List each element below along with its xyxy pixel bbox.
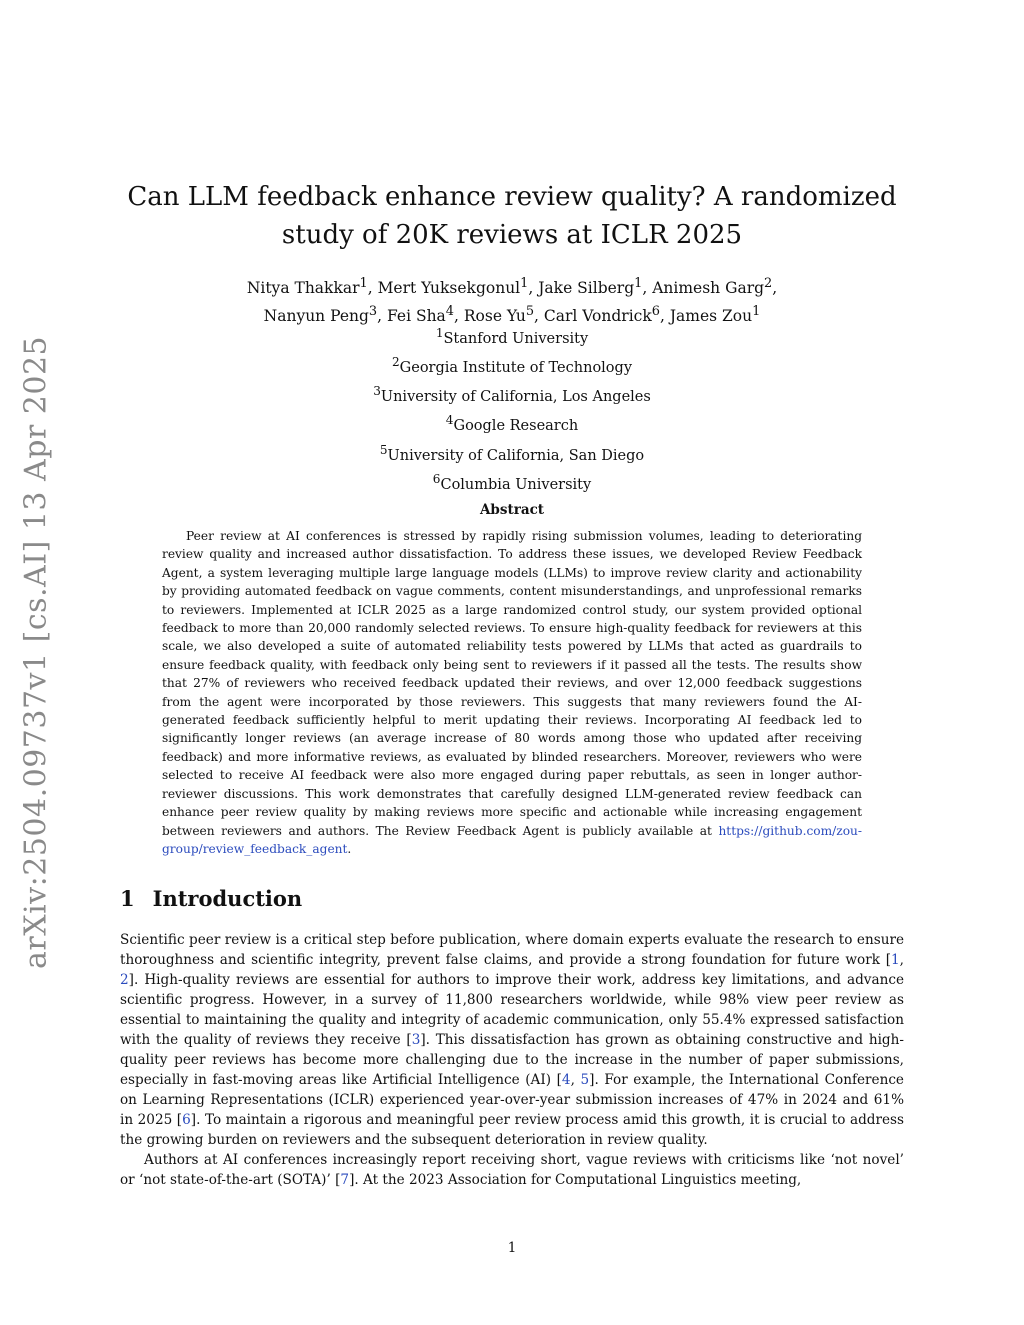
paragraph-text: ]. At the 2023 Association for Computational Linguistics meeting, [349,1172,802,1188]
author-name: Fei Sha [386,307,446,326]
affiliation-name: Georgia Institute of Technology [399,359,633,376]
intro-paragraph-2 [120,1150,904,1190]
abstract-end: . [347,841,352,856]
affiliation-item [300,351,724,380]
introduction-body [120,930,904,1190]
citation-link[interactable]: 5 [580,1072,590,1088]
author-separator: , [377,307,387,326]
citation-link[interactable]: 1 [891,952,900,968]
paragraph-text: , [570,1072,581,1088]
affiliation-marker: 6 [651,304,660,320]
author-separator: , [659,307,670,326]
affiliation-marker: 4 [445,413,454,428]
author-name: Jake Silberg [538,279,635,298]
author-separator: , [772,279,778,298]
affiliation-marker: 4 [445,304,455,320]
citation-link[interactable]: 2 [120,972,129,988]
section-number: 1 [120,886,135,911]
author-name: Nitya Thakkar [246,279,360,298]
author-line-1 [150,272,874,300]
citation-link[interactable]: 3 [411,1032,421,1048]
author-separator: , [528,279,539,298]
arxiv-identifier: arXiv:2504.09737v1 [cs.AI] 13 Apr 2025 [18,335,54,970]
affiliation-marker: 5 [525,304,535,320]
affiliation-marker: 1 [634,276,643,291]
affiliation-name: University of California, San Diego [387,447,645,464]
paper-title: Can LLM feedback enhance review quality? A randomized study of 20K reviews at ICLR 2025 [127,182,897,250]
paragraph-text: ]. To maintain a rigorous and meaningful peer review process amid this growth, it is crucial to address the growing burden on reviewers and the subsequent deterioration in review quality. [120,1112,904,1148]
paragraph-text: , [899,952,904,968]
paragraph-text: Authors at AI conferences increasingly report receiving short, vague reviews with criticisms like ‘not novel’ or ‘not state-of-the-art (SOTA)’ [ [120,1152,904,1188]
author-name: James Zou [669,307,753,326]
paragraph-text: ]. High-quality reviews are essential for authors to improve their work, address key limitations, and advance scientific progress. However, in a survey of 11,800 researchers worldwide, while 98% view peer review as essential to maintaining the quality and integrity of academic communication, only 55.4% expressed satisfaction with the quality of reviews they receive [ [120,972,904,1048]
affiliation-item [300,409,724,438]
affiliation-name: University of California, Los Angeles [380,389,651,406]
affiliation-marker: 2 [764,276,773,291]
author-name: Nanyun Peng [263,307,369,326]
citation-link[interactable]: 4 [561,1072,571,1088]
page-number: 1 [507,1240,517,1256]
affiliation-marker: 2 [391,355,400,370]
affiliation-item [300,322,724,351]
author-separator: , [534,307,544,326]
github-link[interactable]: https://github.com/zou-group/review_feedback_agent [162,823,862,856]
affiliation-name: Google Research [453,418,579,435]
citation-link[interactable]: 7 [340,1172,350,1188]
section-title: Introduction [152,886,303,911]
author-name: Mert Yuksekgonul [377,279,521,298]
affiliation-marker: 1 [520,276,529,291]
affiliation-item [300,468,724,497]
affiliation-marker: 6 [432,471,441,486]
affiliation-marker: 3 [368,304,378,320]
intro-paragraph-1 [120,930,904,1150]
abstract-heading: Abstract [479,502,545,518]
author-name: Rose Yu [463,307,526,326]
affiliation-name: Stanford University [443,330,589,347]
paragraph-text: ]. This dissatisfaction has grown as obtaining constructive and high-quality peer reviews has become more challenging due to the increase in the number of paper submissions, especially in fast-moving areas like Artificial Intelligence (AI) [ [120,1032,904,1088]
author-separator: , [367,279,378,298]
affiliation-item [300,439,724,468]
affiliation-marker: 1 [435,326,444,340]
affiliation-marker: 1 [359,276,368,291]
author-name: Animesh Garg [652,279,765,298]
affiliation-marker: 1 [752,304,761,320]
paragraph-text: Scientific peer review is a critical step before publication, where domain experts evaluate the research to ensure thoroughness and scientific integrity, prevent false claims, and provide a strong foundation for future work [ [120,932,904,968]
affiliation-name: Columbia University [440,476,592,493]
author-name: Carl Vondrick [543,307,652,326]
author-list [150,272,874,328]
affiliation-item [300,380,724,409]
abstract-text: Peer review at AI conferences is stressed by rapidly rising submission volumes, leading to deteriorating review quality and increased author dissatisfaction. To address these issues, we developed Review Feedback Agent, a system leveraging multiple large language models (LLMs) to improve review clarity and actionability by providing automated feedback on vague comments, content misunderstandings, and unprofessional remarks to reviewers. Implemented at ICLR 2025 as a large randomized control study, our system provided optional feedback to more than 20,000 randomly selected reviews. To ensure high-quality feedback for reviewers at this scale, we also developed a suite of automated reliability tests powered by LLMs that acted as guardrails to ensure feedback quality, with feedback only being sent to reviewers if it passed all the tests. The results show that 27% of reviewers who received feedback updated their reviews, and over 12,000 feedback suggestions from the agent were incorporated by those reviewers. This suggests that many reviewers found the AI-generated feedback sufficiently helpful to merit updating their reviews. Incorporating AI feedback led to significantly longer reviews (an average increase of 80 words among those who updated after receiving feedback) and more informative reviews, as evaluated by blinded researchers. Moreover, reviewers who were selected to receive AI feedback were also more engaged during paper rebuttals, as seen in longer author-reviewer discussions. This work demonstrates that carefully designed LLM-generated review feedback can enhance peer review quality by making reviews more specific and actionable while increasing engagement between reviewers and authors. The Review Feedback Agent is publicly available at [162,529,862,838]
affiliation-marker: 5 [379,442,388,457]
author-separator: , [454,307,464,326]
citation-link[interactable]: 6 [182,1112,191,1128]
section-heading [120,886,302,911]
abstract-body [162,527,862,858]
affiliation-marker: 3 [373,384,381,399]
affiliation-list [300,322,724,497]
paragraph-text: ]. For example, the International Conference on Learning Representations (ICLR) experienced year-over-year submission increases of 47% in 2024 and 61% in 2025 [ [120,1072,904,1128]
author-separator: , [642,279,653,298]
